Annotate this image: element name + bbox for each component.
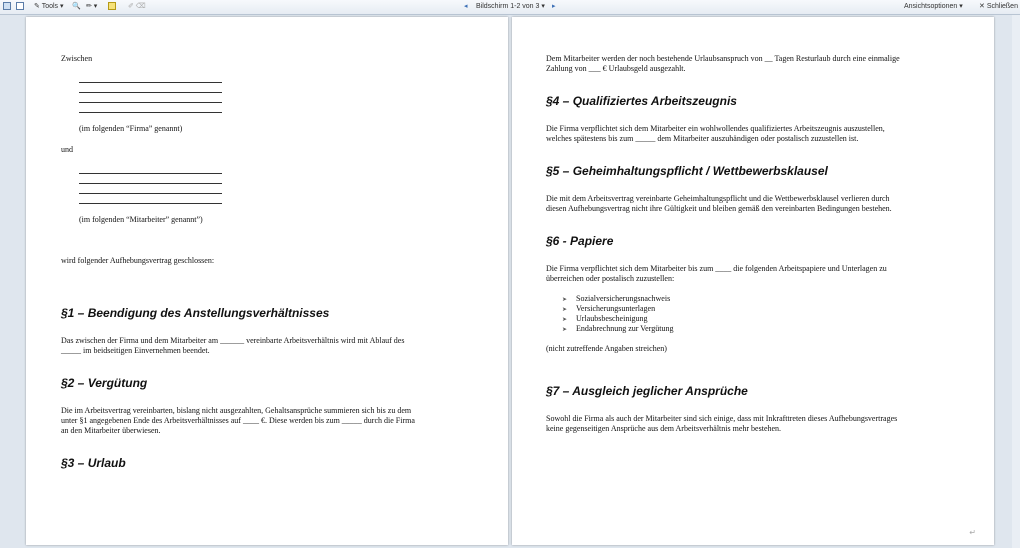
bullet-icon: ➤ xyxy=(562,307,568,313)
section-4-heading: §4 – Qualifiziertes Arbeitszeugnis xyxy=(546,94,737,108)
save-icon[interactable] xyxy=(3,2,11,12)
section-2-heading: §2 – Vergütung xyxy=(61,376,148,390)
highlight-icon[interactable]: ✏ ▾ xyxy=(86,3,98,10)
blank-line xyxy=(79,102,222,103)
list-item-label: Sozialversicherungsnachweis xyxy=(576,294,671,303)
view-options-button[interactable]: Ansichtsoptionen ▾ xyxy=(904,3,963,10)
previous-screen-icon[interactable]: ◂ xyxy=(464,3,468,10)
section-7-heading: §7 – Ausgleich jeglicher Ansprüche xyxy=(546,384,748,398)
section-5-heading: §5 – Geheimhaltungspflicht / Wettbewerbsklausel xyxy=(546,164,828,178)
blank-line xyxy=(79,82,222,83)
list-item-label: Urlaubsbescheinigung xyxy=(576,314,648,323)
vacation-text: Zahlung von ___ € Urlaubsgeld ausgezahlt. xyxy=(546,64,686,73)
blank-line xyxy=(79,193,222,194)
section-7-text: Sowohl die Firma als auch der Mitarbeiter sind sich einige, dass mit Inkrafttreten dieses Aufhebungsvertrages xyxy=(546,414,898,423)
firma-note: (im folgenden “Firma” genannt) xyxy=(79,124,183,133)
bullet-icon: ➤ xyxy=(562,297,568,303)
section-1-heading: §1 – Beendigung des Anstellungsverhältnisses xyxy=(61,306,330,320)
screen-navigation[interactable]: Bildschirm 1-2 von 3 ▾ xyxy=(476,3,545,10)
bullet-icon: ➤ xyxy=(562,317,568,323)
reading-toolbar xyxy=(0,0,1020,15)
und-label: und xyxy=(61,145,73,154)
blank-line xyxy=(79,112,222,113)
section-2-text: an den Mitarbeiter überwiesen. xyxy=(61,426,161,435)
page-1 xyxy=(26,17,508,545)
close-label: Schließen xyxy=(986,3,1018,10)
list-item-label: Versicherungsunterlagen xyxy=(576,304,656,313)
tools-menu[interactable]: ✎ Tools ▾ xyxy=(34,3,64,10)
blank-line xyxy=(79,183,222,184)
find-icon[interactable]: 🔍 xyxy=(72,3,81,10)
section-6-text: überreichen oder postalisch zuzustellen: xyxy=(546,274,675,283)
page-corner-icon: ↵ xyxy=(969,528,976,537)
print-icon[interactable] xyxy=(16,2,24,12)
section-3-heading: §3 – Urlaub xyxy=(61,456,126,470)
bullet-icon: ➤ xyxy=(562,327,568,333)
blank-line xyxy=(79,203,222,204)
section-6-note: (nicht zutreffende Angaben streichen) xyxy=(546,344,667,353)
intro-text: wird folgender Aufhebungsvertrag geschlossen: xyxy=(61,256,215,265)
vertical-scrollbar[interactable] xyxy=(1012,15,1020,548)
section-6-text: Die Firma verpflichtet sich dem Mitarbeiter bis zum ____ die folgenden Arbeitspapiere und Unterlagen zu xyxy=(546,264,887,273)
section-5-text: diesen Aufhebungsvertrag nicht ihre Gültigkeit und bleiben gemäß den vereinbarten Bedingungen bestehen. xyxy=(546,204,892,213)
zwischen-label: Zwischen xyxy=(61,54,93,63)
view-options-label: Ansichtsoptionen xyxy=(904,3,958,10)
vacation-text: Dem Mitarbeiter werden der noch bestehende Urlaubsanspruch von __ Tagen Resturlaub durch eine einmalige xyxy=(546,54,900,63)
list-item-label: Endabrechnung zur Vergütung xyxy=(576,324,674,333)
section-5-text: Die mit dem Arbeitsvertrag vereinbarte Geheimhaltungspflicht und die Wettbewerbsklausel verlieren durch xyxy=(546,194,890,203)
section-2-text: unter §1 angegebenen Ende des Arbeitsverhältnisses auf ____ €. Diese werden bis zum _____ durch die Firma xyxy=(61,416,415,425)
page-2 xyxy=(512,17,994,545)
blank-line xyxy=(79,92,222,93)
section-1-text: Das zwischen der Firma und dem Mitarbeiter am ______ vereinbarte Arbeitsverhältnis wird mit Ablauf des xyxy=(61,336,405,345)
comment-icon[interactable] xyxy=(108,2,116,12)
next-screen-icon[interactable]: ▸ xyxy=(552,3,556,10)
ink-icon: ✐ ⌫ xyxy=(128,3,146,10)
tools-label: Tools xyxy=(41,3,59,10)
close-icon: ✕ xyxy=(979,3,985,10)
section-4-text: welches spätestens bis zum _____ dem Mitarbeiter auszuhändigen oder postalisch zuzustellen ist. xyxy=(546,134,859,143)
section-4-text: Die Firma verpflichtet sich dem Mitarbeiter ein wohlwollendes qualifiziertes Arbeitszeugnis auszustellen, xyxy=(546,124,885,133)
screen-navigation-label: Bildschirm 1-2 von 3 xyxy=(476,3,540,10)
list-item xyxy=(562,324,673,335)
section-7-text: keine gegenseitigen Ansprüche aus dem Arbeitsverhältnis mehr bestehen. xyxy=(546,424,782,433)
blank-line xyxy=(79,173,222,174)
close-button[interactable] xyxy=(979,2,1018,12)
section-2-text: Die im Arbeitsvertrag vereinbarten, bislang nicht ausgezahlten, Gehaltsansprüche summieren sich bis zu dem xyxy=(61,406,412,415)
mitarbeiter-note: (im folgenden “Mitarbeiter” genannt”) xyxy=(79,215,203,224)
section-6-heading: §6 - Papiere xyxy=(546,234,614,248)
section-1-text: _____ im beidseitigen Einvernehmen beendet. xyxy=(61,346,210,355)
